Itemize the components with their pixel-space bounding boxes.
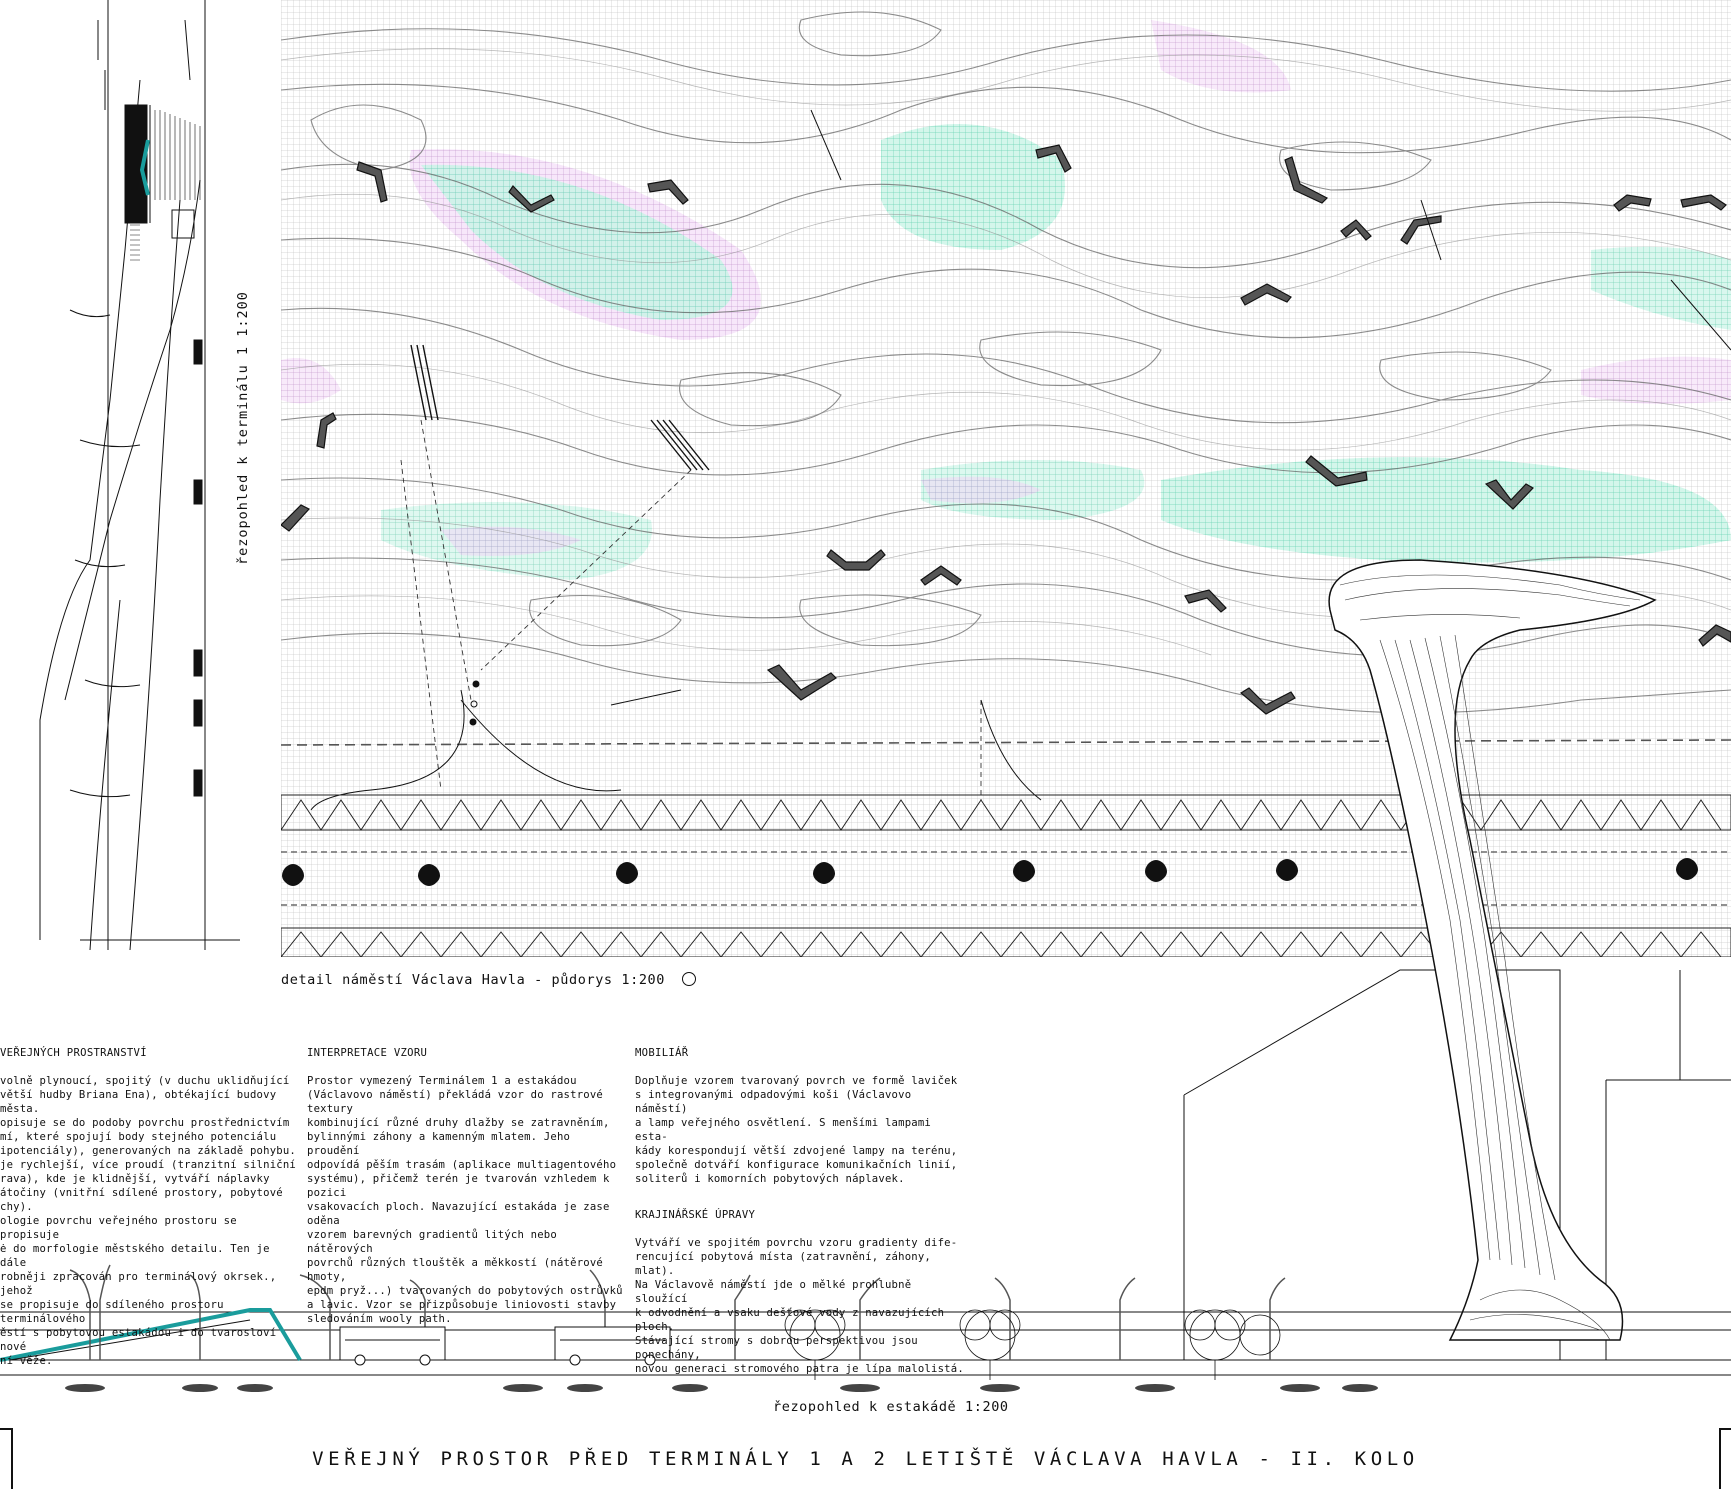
text-column-3-heading: MOBILIÁŘ — [635, 1047, 689, 1059]
plan-caption-text: detail náměstí Václava Havla - půdorys 1:200 — [281, 972, 666, 988]
text-column-1 — [0, 1032, 300, 1390]
side-section-label: řezopohled k terminálu 1 1:200 — [235, 291, 251, 565]
text-column-1-body: volně plynoucí, spojitý (v duchu uklidňující větší hudby Briana Ena), obtékající budovy města. opisuje se do podoby povrchu prostřednictvím mí, které spojují body stejného potenciálu ipotenciály), generovaných na základě pohybu. je rychlejší, více proudí (tranzitní silniční rava), kde je klidnější, vytváří náplavky átočiny (vnitřní sdílené prostory, pobytové chy). ologie povrchu veřejného prostoru se propisuje ė do morfologie městského detailu. Ten je dále robněji zpracován pro terminálový okrsek., jehož se propisuje do sdíleného prostoru terminálového ěstí s pobytovou estakádou i do tvarosloví nové ní věže. — [0, 1075, 297, 1367]
frame-corner-right — [1719, 1428, 1731, 1430]
bottom-section-caption: řezopohled k estakádě 1:200 — [773, 1399, 1009, 1415]
text-column-1-heading: VEŘEJNÝCH PROSTRANSTVÍ — [0, 1047, 147, 1059]
text-column-2 — [307, 1032, 627, 1348]
text-column-3-heading-2: KRAJINÁŘSKÉ ÚPRAVY — [635, 1209, 756, 1221]
text-column-3 — [635, 1032, 965, 1398]
text-column-3-body: Doplňuje vzorem tvarovaný povrch ve formě laviček s integrovanými odpadovými koši (Václavovo náměstí) a lamp veřejného osvětlení. S menšími lampami esta- kády korespondují větší zdvojené lampy na terénu, společně dotváří konfigurace komunikačních linií, soliterů i komorních pobytových náplavek. — [635, 1075, 958, 1185]
text-column-2-heading: INTERPRETACE VZORU — [307, 1047, 428, 1059]
text-column-3-body-2: Vytváří ve spojitém povrchu vzoru gradienty dife- rencující pobytová místa (zatravnění, záhony, mlat). Na Václavově náměstí jde o mělké prohlubně sloužící k odvodnění a vsaku dešťové vody z navazujících ploch. Stávající stromy s dobrou perspektivou jsou ponechány, novou generaci stromového patra je lípa malolistá. — [635, 1237, 964, 1375]
text-column-2-body: Prostor vymezený Terminálem 1 a estakádou (Václavovo náměstí) překládá vzor do rastrové textury kombinující různé druhy dlažby se zatravněním, bylinnými záhony a kamenným mlatem. Jeho proudění odpovídá pěším trasám (aplikace multiagentového systému), přičemž terén je tvarován vzhledem k pozici vsakovacích ploch. Navazující estakáda je zase oděna vzorem barevných gradientů litých nebo nátěrových povrchů různých tlouštěk a měkkostí (nátěrové hmoty, epdm pryž...) tvarovaných do pobytových ostrůvků a laviс. Vzor se přizpůsobuje liniovosti stavby sledováním wooly path. — [307, 1075, 623, 1325]
footer-title: VEŘEJNÝ PROSTOR PŘED TERMINÁLY 1 A 2 LETIŠTĚ VÁCLAVA HAVLA - II. KOLO — [312, 1448, 1419, 1470]
